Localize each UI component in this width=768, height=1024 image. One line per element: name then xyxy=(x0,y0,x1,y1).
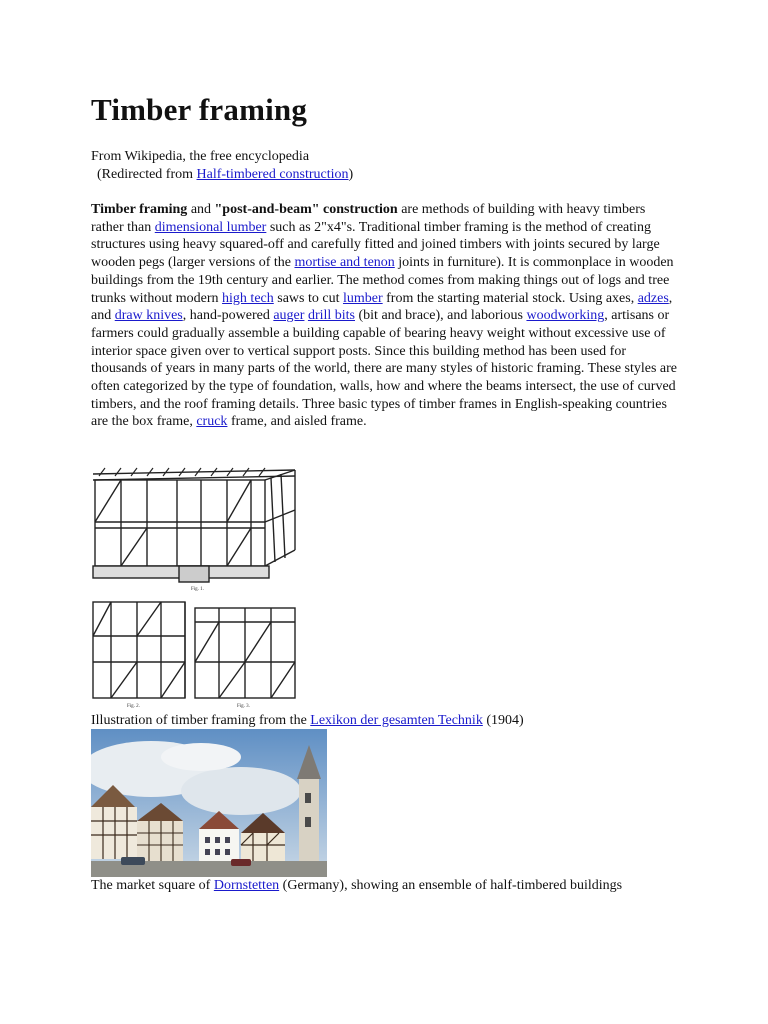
text-run: (bit and brace), and laborious xyxy=(355,308,527,324)
link-auger[interactable]: auger xyxy=(273,308,305,324)
link-dornstetten[interactable]: Dornstetten xyxy=(213,878,280,893)
link-mortise-and-tenon[interactable]: mortise and tenon xyxy=(294,255,395,271)
caption-prefix: Illustration of timber framing from the xyxy=(91,713,311,728)
link-lumber[interactable]: lumber xyxy=(342,290,383,306)
page-title: Timber framing xyxy=(91,92,308,127)
text-run: are methods of building with heavy timbers rather than xyxy=(91,202,646,235)
text-run: frame, and aisled frame. xyxy=(227,414,367,430)
bold-term-timber-framing: Timber framing xyxy=(91,202,188,217)
figure1-caption xyxy=(91,712,524,730)
fig-label-3: Fig. 3. xyxy=(237,704,250,709)
text-run: and xyxy=(187,202,215,217)
link-dimensional-lumber[interactable]: dimensional lumber xyxy=(154,219,267,235)
caption-suffix: (Germany), showing an ensemble of half-timbered buildings xyxy=(279,878,623,893)
link-lexikon[interactable]: Lexikon der gesamten Technik xyxy=(310,713,483,728)
link-woodworking[interactable]: woodworking xyxy=(526,308,605,324)
redirect-link[interactable]: Half-timbered construction xyxy=(196,167,349,182)
fig-label-1: Fig. 1. xyxy=(191,587,204,592)
figure2-caption xyxy=(91,877,622,895)
redirect-note xyxy=(97,166,353,184)
tagline: From Wikipedia, the free encyclopedia xyxy=(91,149,310,164)
text-run: saws to cut xyxy=(273,290,343,306)
text-run: from the starting material stock. Using axes, xyxy=(382,290,638,306)
timber-framing-illustration[interactable] xyxy=(91,466,299,710)
link-drill-bits[interactable]: drill bits xyxy=(307,308,355,324)
text-run: such as 2"x4"s. Traditional timber framing is the method of creating structures using heavy squared-off and carefully fitted and joined timbers with joints secured by large wooden pegs (larger versions of the xyxy=(91,219,660,271)
text-run: joints in furniture). It is commonplace in wooden buildings from the 19th century and earlier. The method comes from making things out of logs and tree trunks without modern xyxy=(91,255,674,306)
bold-term-post-and-beam: "post-and-beam" construction xyxy=(214,202,398,217)
link-cruck[interactable]: cruck xyxy=(196,414,228,430)
intro-paragraph xyxy=(91,201,681,431)
link-adzes[interactable]: adzes xyxy=(637,290,669,306)
redirect-suffix: ) xyxy=(348,167,354,182)
redirect-prefix: (Redirected from xyxy=(97,167,197,182)
link-high-tech[interactable]: high tech xyxy=(222,290,274,306)
link-draw-knives[interactable]: draw knives xyxy=(114,308,183,324)
market-square-photo[interactable] xyxy=(91,729,327,877)
caption-suffix: (1904) xyxy=(482,713,524,728)
text-run: , and xyxy=(91,290,673,324)
text-run: , hand-powered xyxy=(182,308,274,324)
text-run: , artisans or farmers could gradually assemble a building capable of bearing heavy weight without excessive use of interior space given over to vertical support posts. Since this building method has been used for thousands of years in many parts of the world, there are many styles of historic framing. These styles are often categorized by the type of foundation, walls, how and where the beams intersect, the use of curved timbers, and the roof framing details. Three basic types of timber frames in English-speaking countries are the box frame, xyxy=(91,308,678,430)
fig-label-2: Fig. 2. xyxy=(127,704,140,709)
caption-prefix: The market square of xyxy=(91,878,214,893)
